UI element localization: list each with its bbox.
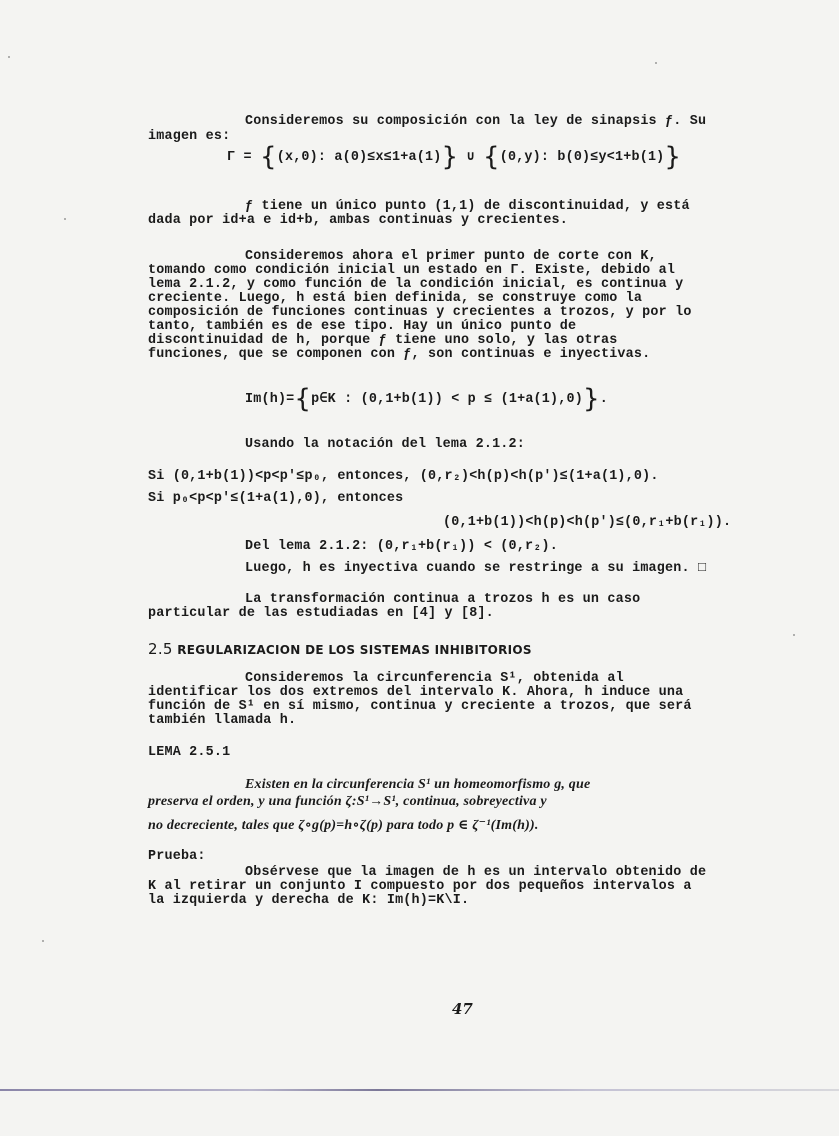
gamma-equation: Γ = {(x,0): a(0)≤x≤1+a(1)} ∪ {(0,y): b(0)≤y<1+b(1)}	[227, 142, 682, 172]
case-line: Si p₀<p<p'≤(1+a(1),0), entonces	[148, 491, 404, 506]
paragraph-line: funciones, que se componen con ƒ, son continuas e inyectivas.	[148, 347, 651, 362]
paragraph-line: particular de las estudiadas en [4] y [8].	[148, 606, 494, 621]
equation-lhs: Γ =	[227, 150, 252, 165]
proof-label: Prueba:	[148, 849, 206, 864]
image-equation: Im(h)={p∈K : (0,1+b(1)) < p ≤ (1+a(1),0)}.	[245, 384, 608, 414]
proof-line: la izquierda y derecha de K: Im(h)=K\I.	[148, 893, 470, 908]
equation-end: .	[599, 392, 608, 407]
scan-speck	[8, 56, 10, 58]
paragraph-line: dada por id+a e id+b, ambas continuas y crecientes.	[148, 213, 569, 228]
lemma-line: preserva el orden, y una función ζ:S¹→S¹, continua, sobreyectiva y	[148, 794, 547, 809]
equation-set-2: (0,y): b(0)≤y<1+b(1)	[499, 150, 665, 165]
paragraph-line: tanto, también es de ese tipo. Hay un único punto de	[148, 319, 577, 334]
scan-edge-line	[0, 1089, 839, 1091]
paragraph-line: composición de funciones continuas y crecientes a trozos, y por lo	[148, 305, 692, 320]
paragraph-line: Consideremos su composición con la ley de sinapsis ƒ. Su	[245, 114, 707, 129]
section-heading	[148, 640, 532, 658]
scan-speck	[793, 634, 795, 636]
section-title: REGULARIZACION DE LOS SISTEMAS INHIBITORIOS	[177, 643, 532, 657]
paragraph-line: imagen es:	[148, 129, 231, 144]
proof-line: Obsérvese que la imagen de h es un intervalo obtenido de	[245, 865, 707, 880]
scan-speck	[655, 62, 657, 64]
lemma-reference-line: Del lema 2.1.2: (0,r₁+b(r₁)) < (0,r₂).	[245, 539, 558, 554]
case-line: Si (0,1+b(1))<p<p'≤p₀, entonces, (0,r₂)<h(p)<h(p')≤(1+a(1),0).	[148, 469, 659, 484]
page-number: 47	[452, 1000, 473, 1018]
equation-body: p∈K : (0,1+b(1)) < p ≤ (1+a(1),0)	[311, 392, 583, 407]
paragraph-line: discontinuidad de h, porque ƒ tiene uno solo, y las otras	[148, 333, 618, 348]
equation-set-1: (x,0): a(0)≤x≤1+a(1)	[276, 150, 442, 165]
case-line-continued: (0,1+b(1))<h(p)<h(p')≤(0,r₁+b(r₁)).	[443, 515, 732, 530]
paragraph-line: tomando como condición inicial un estado en Γ. Existe, debido al	[148, 263, 676, 278]
paragraph-line: Usando la notación del lema 2.1.2:	[245, 437, 526, 452]
paragraph-line: identificar los dos extremos del intervalo K. Ahora, h induce una	[148, 685, 684, 700]
equation-lhs: Im(h)=	[245, 392, 295, 407]
lemma-line: no decreciente, tales que ζ∘g(p)=h∘ζ(p) para todo p ∈ ζ⁻¹(Im(h)).	[148, 818, 539, 833]
scan-speck	[42, 940, 44, 942]
paragraph-line: lema 2.1.2, y como función de la condición inicial, es continua y	[148, 277, 684, 292]
scan-speck	[64, 218, 66, 220]
paragraph-line: función de S¹ en sí mismo, continua y creciente a trozos, que será	[148, 699, 692, 714]
section-number: 2.5	[148, 640, 173, 658]
paragraph-line: Consideremos la circunferencia S¹, obtenida al	[245, 671, 624, 686]
equation-union: ∪	[466, 150, 475, 165]
paragraph-line: también llamada h.	[148, 713, 297, 728]
proof-line: K al retirar un conjunto I compuesto por dos pequeños intervalos a	[148, 879, 692, 894]
conclusion-line: Luego, h es inyectiva cuando se restringe a su imagen. □	[245, 561, 707, 576]
paragraph-line: ƒ tiene un único punto (1,1) de discontinuidad, y está	[245, 199, 690, 214]
paragraph-line: La transformación continua a trozos h es un caso	[245, 592, 641, 607]
paragraph-line: Consideremos ahora el primer punto de corte con K,	[245, 249, 657, 264]
paragraph-line: creciente. Luego, h está bien definida, se construye como la	[148, 291, 643, 306]
lemma-line: Existen en la circunferencia S¹ un homeomorfismo g, que	[245, 777, 591, 792]
lemma-label: LEMA 2.5.1	[148, 745, 231, 760]
